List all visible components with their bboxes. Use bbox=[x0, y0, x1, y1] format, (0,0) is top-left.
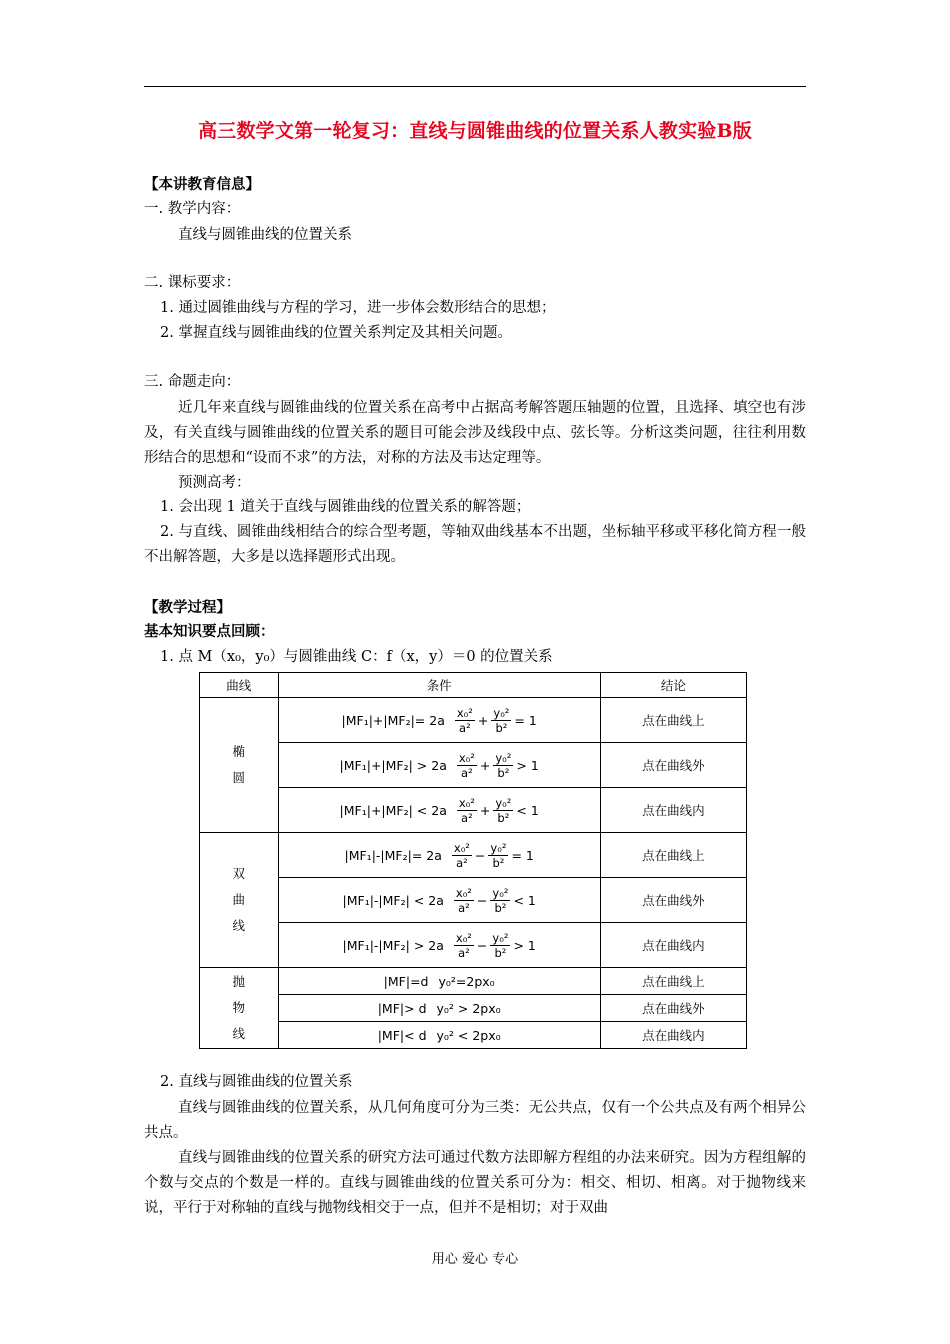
condition-cell bbox=[278, 698, 600, 743]
parabola-expression: y₀² < 2px₀ bbox=[436, 1027, 501, 1043]
denominator: a² bbox=[458, 945, 470, 960]
condition-cell bbox=[278, 878, 600, 923]
numerator: x₀² bbox=[458, 750, 475, 765]
relation: < 1 bbox=[516, 802, 539, 818]
focal-condition: |MF|> d bbox=[377, 1000, 427, 1016]
numerator: y₀² bbox=[490, 840, 507, 855]
page-title: 高三数学文第一轮复习：直线与圆锥曲线的位置关系人教实验B版 bbox=[198, 120, 752, 142]
fraction-x bbox=[455, 706, 475, 735]
header-rule bbox=[144, 86, 806, 87]
table-row bbox=[200, 743, 747, 788]
numerator: y₀² bbox=[492, 930, 509, 945]
equation bbox=[457, 751, 539, 780]
focal-condition: |MF₁|-|MF₂| > 2a bbox=[342, 937, 444, 953]
table-row bbox=[200, 923, 747, 968]
numerator: y₀² bbox=[495, 750, 512, 765]
focal-condition: |MF|< d bbox=[377, 1027, 427, 1043]
denominator: a² bbox=[458, 900, 470, 915]
numerator: x₀² bbox=[455, 885, 472, 900]
conclusion-cell: 点在曲线内 bbox=[600, 788, 746, 833]
conclusion-cell: 点在曲线上 bbox=[600, 833, 746, 878]
section-2-item-2: 2. 掌握直线与圆锥曲线的位置关系判定及其相关问题。 bbox=[160, 325, 512, 341]
equation bbox=[455, 706, 537, 735]
parabola-expression: y₀² > 2px₀ bbox=[436, 1000, 501, 1016]
conclusion-cell: 点在曲线上 bbox=[600, 698, 746, 743]
condition-cell bbox=[278, 833, 600, 878]
fraction-y bbox=[491, 706, 511, 735]
section-2-item-1: 1. 通过圆锥曲线与方程的学习，进一步体会数形结合的思想； bbox=[160, 300, 556, 316]
denominator: b² bbox=[497, 810, 510, 825]
focal-condition: |MF₁|+|MF₂|= 2a bbox=[341, 712, 445, 728]
point-2-heading: 2. 直线与圆锥曲线的位置关系 bbox=[160, 1074, 353, 1090]
conclusion-cell: 点在曲线内 bbox=[600, 923, 746, 968]
fraction-x bbox=[457, 796, 477, 825]
section-3-paragraph: 近几年来直线与圆锥曲线的位置关系在高考中占据高考解答题压轴题的位置，且选择、填空也有涉及，有关直线与圆锥曲线的位置关系的题目可能会涉及线段中点、弦长等。分析这类问题，往往利用数形结合的思想和“设而不求”的方法，对称的方法及韦达定理等。 bbox=[144, 400, 806, 466]
equation bbox=[452, 841, 534, 870]
numerator: y₀² bbox=[493, 705, 510, 720]
fraction-x bbox=[457, 751, 477, 780]
paragraph-geometry: 直线与圆锥曲线的位置关系，从几何角度可分为三类：无公共点，仅有一个公共点及有两个相异公共点。 bbox=[144, 1100, 806, 1141]
denominator: a² bbox=[459, 720, 471, 735]
denominator: a² bbox=[461, 765, 473, 780]
denominator: b² bbox=[494, 945, 507, 960]
relation: < 1 bbox=[513, 892, 536, 908]
conclusion-cell: 点在曲线内 bbox=[600, 1022, 746, 1049]
numerator: y₀² bbox=[492, 885, 509, 900]
section-3-item-2: 2. 与直线、圆锥曲线相结合的综合型考题，等轴双曲线基本不出题，坐标轴平移或平移化简方程一般不出解答题，大多是以选择题形式出现。 bbox=[144, 524, 806, 565]
fraction-y bbox=[490, 886, 510, 915]
conclusion-cell: 点在曲线上 bbox=[600, 968, 746, 995]
section-3-heading: 三. 命题走向： bbox=[144, 374, 241, 390]
section-3-predict: 预测高考： bbox=[178, 475, 251, 491]
numerator: y₀² bbox=[495, 795, 512, 810]
operator: − bbox=[476, 937, 488, 953]
table-header-condition: 条件 bbox=[278, 673, 600, 698]
denominator: b² bbox=[494, 900, 507, 915]
table-header-curve: 曲线 bbox=[200, 673, 279, 698]
relation: = 1 bbox=[514, 712, 537, 728]
focal-condition: |MF₁|+|MF₂| > 2a bbox=[339, 757, 447, 773]
section-1-heading: 一. 教学内容： bbox=[144, 201, 241, 217]
denominator: b² bbox=[497, 765, 510, 780]
condition-cell bbox=[278, 923, 600, 968]
fraction-x bbox=[454, 931, 474, 960]
position-relation-table bbox=[199, 672, 747, 1049]
page-footer: 用心 爱心 专心 bbox=[431, 1252, 519, 1267]
relation: > 1 bbox=[516, 757, 539, 773]
fraction-y bbox=[493, 751, 513, 780]
condition-cell bbox=[278, 1022, 600, 1049]
fraction-y bbox=[490, 931, 510, 960]
condition-cell bbox=[278, 968, 600, 995]
condition-cell bbox=[278, 743, 600, 788]
conclusion-cell: 点在曲线外 bbox=[600, 995, 746, 1022]
conclusion-cell: 点在曲线外 bbox=[600, 743, 746, 788]
numerator: x₀² bbox=[458, 795, 475, 810]
table-row bbox=[200, 995, 747, 1022]
process-heading: 【教学过程】 bbox=[144, 599, 231, 616]
focal-condition: |MF₁|-|MF₂| < 2a bbox=[342, 892, 444, 908]
numerator: x₀² bbox=[455, 930, 472, 945]
numerator: x₀² bbox=[453, 840, 470, 855]
numerator: x₀² bbox=[456, 705, 473, 720]
focal-condition: |MF₁|+|MF₂| < 2a bbox=[339, 802, 447, 818]
section-1-body: 直线与圆锥曲线的位置关系 bbox=[178, 227, 352, 243]
point-1-heading: 1. 点 M（x₀，y₀）与圆锥曲线 C：f（x，y）＝0 的位置关系 bbox=[160, 649, 553, 665]
equation bbox=[457, 796, 539, 825]
fraction-x bbox=[452, 841, 472, 870]
denominator: a² bbox=[456, 855, 468, 870]
relation: = 1 bbox=[511, 847, 534, 863]
operator: + bbox=[479, 802, 491, 818]
relation: > 1 bbox=[513, 937, 536, 953]
parabola-expression: y₀²=2px₀ bbox=[438, 973, 495, 989]
table-row bbox=[200, 833, 747, 878]
equation bbox=[454, 886, 536, 915]
fraction-x bbox=[454, 886, 474, 915]
denominator: a² bbox=[461, 810, 473, 825]
review-heading: 基本知识要点回顾： bbox=[144, 623, 275, 640]
denominator: b² bbox=[495, 720, 508, 735]
table-header-conclusion: 结论 bbox=[600, 673, 746, 698]
table-row bbox=[200, 788, 747, 833]
table-header-row bbox=[200, 673, 747, 698]
fraction-y bbox=[488, 841, 508, 870]
conclusion-cell: 点在曲线外 bbox=[600, 878, 746, 923]
fraction-y bbox=[493, 796, 513, 825]
focal-condition: |MF|=d bbox=[383, 973, 429, 989]
operator: + bbox=[479, 757, 491, 773]
equation bbox=[454, 931, 536, 960]
condition-cell bbox=[278, 788, 600, 833]
curve-group-label: 抛 物 线 bbox=[200, 968, 279, 1049]
info-heading: 【本讲教育信息】 bbox=[144, 176, 260, 193]
table-body bbox=[200, 698, 747, 1049]
table-row bbox=[200, 698, 747, 743]
table-row bbox=[200, 968, 747, 995]
operator: − bbox=[476, 892, 488, 908]
table-row bbox=[200, 878, 747, 923]
focal-condition: |MF₁|-|MF₂|= 2a bbox=[344, 847, 442, 863]
paragraph-algebra: 直线与圆锥曲线的位置关系的研究方法可通过代数方法即解方程组的办法来研究。因为方程组解的个数与交点的个数是一样的。直线与圆锥曲线的位置关系可分为：相交、相切、相离。对于抛物线来说，平行于对称轴的直线与抛物线相交于一点，但并不是相切；对于双曲 bbox=[144, 1150, 806, 1216]
operator: − bbox=[474, 847, 486, 863]
curve-group-label: 双 曲 线 bbox=[200, 833, 279, 968]
section-3-item-1: 1. 会出现 1 道关于直线与圆锥曲线的位置关系的解答题； bbox=[160, 499, 531, 515]
table-row bbox=[200, 1022, 747, 1049]
condition-cell bbox=[278, 995, 600, 1022]
curve-group-label: 椭 圆 bbox=[200, 698, 279, 833]
denominator: b² bbox=[492, 855, 505, 870]
section-2-heading: 二. 课标要求： bbox=[144, 275, 241, 291]
operator: + bbox=[477, 712, 489, 728]
